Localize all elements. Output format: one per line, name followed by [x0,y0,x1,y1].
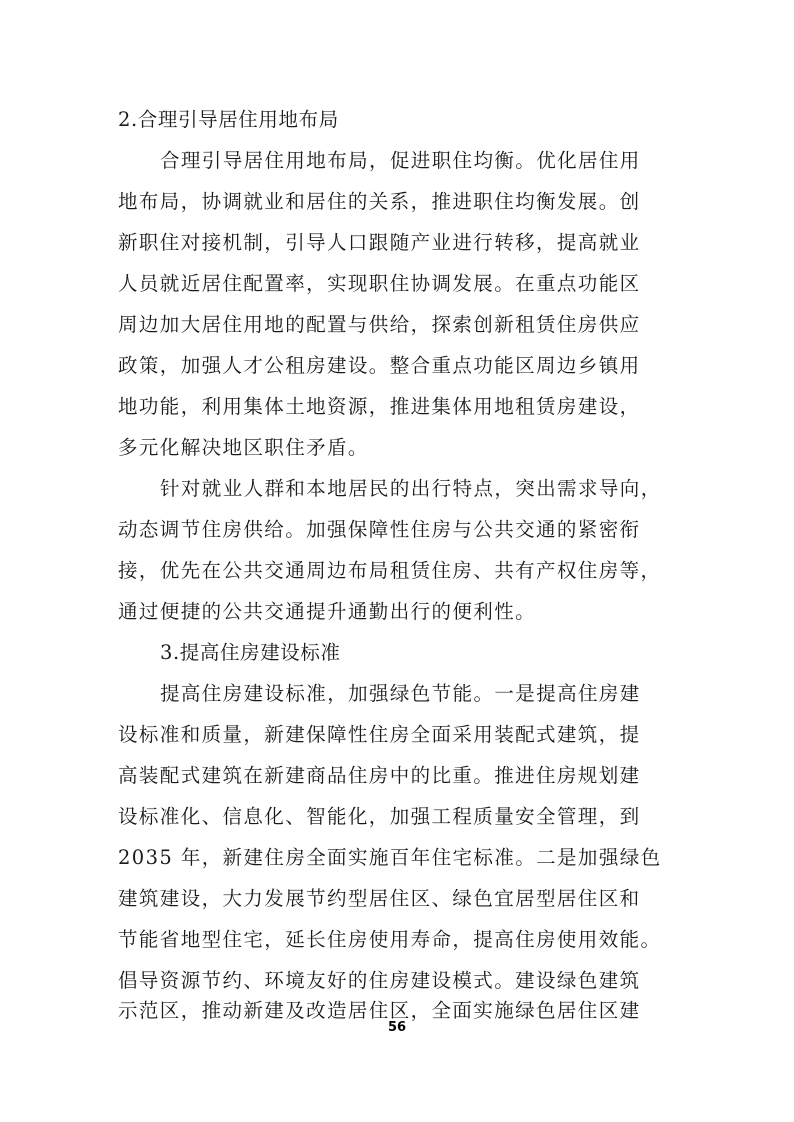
text-line: 政策，加强人才公租房建设。整合重点功能区周边乡镇用 [118,354,641,377]
text-line: 周边加大居住用地的配置与供给，探索创新租赁住房供应 [118,313,641,336]
text-line: 建筑建设，大力发展节约型居住区、绿色宜居型居住区和 [118,887,641,910]
page-number: 56 [387,1020,407,1035]
text-line: 设标准和质量，新建保障性住房全面采用装配式建筑，提 [118,723,641,746]
heading-text: 3.提高住房建设标准 [160,641,341,664]
text-line: 倡导资源节约、环境友好的住房建设模式。建设绿色建筑 [118,969,641,992]
text-line: 动态调节住房供给。加强保障性住房与公共交通的紧密衔 [118,518,641,541]
text-line: 接，优先在公共交通周边布局租赁住房、共有产权住房等， [118,559,662,582]
text-line: 提高住房建设标准，加强绿色节能。一是提高住房建 [160,682,641,705]
text-line: 地功能，利用集体土地资源，推进集体用地租赁房建设， [118,395,641,418]
text-line: 2035 年，新建住房全面实施百年住宅标准。二是加强绿色 [118,846,662,869]
text-line: 合理引导居住用地布局，促进职住均衡。优化居住用 [160,149,641,172]
text-line: 地布局，协调就业和居住的关系，推进职住均衡发展。创 [118,190,641,213]
text-line: 设标准化、信息化、智能化，加强工程质量安全管理，到 [118,805,641,828]
text-line: 多元化解决地区职住矛盾。 [118,436,369,459]
text-line: 人员就近居住配置率，实现职住协调发展。在重点功能区 [118,272,641,295]
text-line: 节能省地型住宅，延长住房使用寿命，提高住房使用效能。 [118,928,662,951]
heading-text: 2.合理引导居住用地布局 [118,108,339,131]
text-line: 针对就业人群和本地居民的出行特点，突出需求导向， [160,477,662,500]
text-line: 新职住对接机制，引导人口跟随产业进行转移，提高就业 [118,231,641,254]
text-line: 示范区，推动新建及改造居住区，全面实施绿色居住区建 [118,999,641,1022]
text-line: 通过便捷的公共交通提升通勤出行的便利性。 [118,600,537,623]
text-line: 高装配式建筑在新建商品住房中的比重。推进住房规划建 [118,764,641,787]
